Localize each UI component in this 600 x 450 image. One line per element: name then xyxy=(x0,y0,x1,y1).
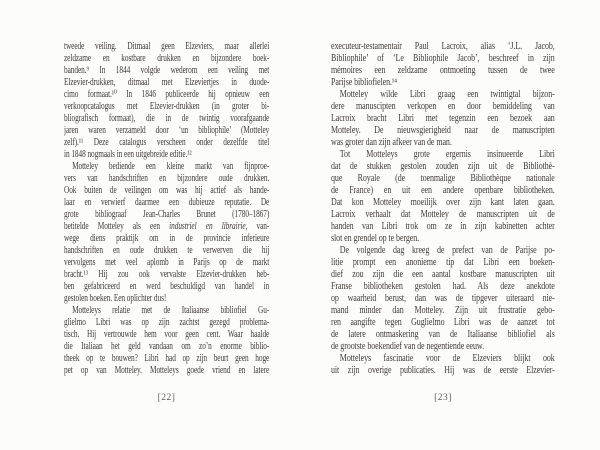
text-line: Lacroix bracht Libri met tegenzin een bezoek aan xyxy=(331,113,555,124)
text-line: bracht.¹³ Hij zou ook vervalste Elzevier-drukken heb- xyxy=(64,269,270,280)
text-line: was groter dan zijn afkeer van de man. xyxy=(331,137,452,148)
text-line: ben gefabriceerd en werd beschuldigd van handel in xyxy=(64,281,270,292)
text-line: tisch. Hij vertrouwde hem voor geen cent. Waar haalde xyxy=(64,329,270,340)
page-23 xyxy=(331,0,555,450)
paragraph xyxy=(64,305,269,377)
text-line: jaren waren verzameld door ‘un bibliophile’ (Motteley xyxy=(64,125,270,136)
text-line: cimo formaat.¹⁰ In 1846 publiceerde hij opnieuw een xyxy=(64,89,270,100)
text-line: Ook buiten de veilingen om was hij actief als hande- xyxy=(64,185,270,196)
text-line: Franse bibliotheken gestolen had. Als deze anekdote xyxy=(331,281,555,292)
paragraph xyxy=(64,41,269,161)
text-line: Motteley bediende een kleine markt van fijnproe- xyxy=(72,161,270,172)
text-column xyxy=(64,41,269,377)
text-line: Bibliophile’ of ‘Le Bibliophile Jacob’, beschreef in zijn xyxy=(331,53,555,64)
text-line: Dat kon Motteley moeilijk over zijn kant laten gaan. xyxy=(331,197,555,208)
paragraph xyxy=(331,41,555,89)
text-line: tweede veiling. Ditmaal geen Elzeviers, maar allerlei xyxy=(64,41,270,52)
text-line: handen van Libri trok om ze in zijn kabinetten achter xyxy=(331,221,555,232)
text-line: in 1848 nogmaals in een uitgebreide editie.¹² xyxy=(64,149,192,160)
text-line: bliografisch formaat), die in de twintig voorafgaande xyxy=(64,113,270,124)
text-line: mémoires een zeldzame ontmoeting tussen de twee xyxy=(331,65,555,76)
text-line: Lacroix verhaalt dat Motteley de manuscripten uit de xyxy=(331,209,555,220)
text-line: uit zijn overige publicaties. Hij was de eerste Elzevier- xyxy=(331,365,555,376)
text-line: slot en grendel op te bergen. xyxy=(331,233,420,244)
text-line: dat de stukken gestolen zouden zijn uit de Bibliothè- xyxy=(331,161,555,172)
text-line: executeur-testamentair Paul Lacroix, alias ‘J.L. Jacob, xyxy=(331,41,555,52)
text-column xyxy=(331,41,555,377)
page-22 xyxy=(64,0,269,450)
text-line: zeldzame en kostbare drukken en bijzondere boek- xyxy=(64,53,270,64)
paragraph xyxy=(331,245,555,353)
text-line: theek op te bouwen? Libri had op zijn beurt geen hoge xyxy=(64,353,270,364)
text-line: vers van handschriften en bijzondere oude drukken. xyxy=(64,173,270,184)
paragraph xyxy=(331,89,555,149)
text-line: vervolgens met veel aplomb in Parijs op de markt xyxy=(64,257,270,268)
text-line: Parijse bibliofielen.¹⁴ xyxy=(331,77,397,88)
text-line: die Italiaan het geld vandaan om zo’n enorme biblio- xyxy=(64,341,270,352)
paragraph xyxy=(331,353,555,377)
text-line: verkoopcatalogus met Elzevier-drukken (in groter bi- xyxy=(64,101,270,112)
text-line: que Royale (de toenmalige Bibliothèque nationale xyxy=(331,173,555,184)
folio-right: [23] xyxy=(434,393,452,403)
text-line: de France) en uit een andere openbare bibliotheken. xyxy=(331,185,555,196)
paragraph xyxy=(64,161,269,305)
text-line: de grootste boekendief van de negentiende eeuw. xyxy=(331,341,485,352)
text-line: ren aangifte tegen Guglielmo Libri was de aanzet tot xyxy=(331,317,555,328)
text-line: pet op van Motteley. Motteleys goede vriend en latere xyxy=(64,365,270,376)
text-line: gestolen boeken. Een oplichter dus! xyxy=(64,293,167,304)
text-line: Tot Motteleys grote ergernis insinueerde Libri xyxy=(339,149,555,160)
text-line: Motteleys fascinatie voor de Elzeviers blijkt ook xyxy=(339,353,555,364)
text-line: laar en verwierf daarmee een dubieuze reputatie. De xyxy=(64,197,270,208)
text-line: grote bibliograaf Jean-Charles Brunet (1780–1867) xyxy=(64,209,270,220)
text-line: handschriften en oude drukken te verwerven die hij xyxy=(64,245,270,256)
text-line: De volgende dag kreeg de prefect van de Parijse po- xyxy=(339,245,555,256)
paragraph xyxy=(331,149,555,245)
text-line: de latere ontmaskering van de Italiaanse bibliofiel als xyxy=(331,329,555,340)
text-line: zelf).¹¹ Deze catalogus verscheen onder dezelfde titel xyxy=(64,137,270,148)
text-line: op waarheid berust, dan was de tipgever uiteraard nie- xyxy=(331,293,555,304)
text-line: dere manuscipten verkopen en door bemiddeling van xyxy=(331,101,555,112)
text-line: Motteleys relatie met de Italiaanse bibliofiel Gu- xyxy=(72,305,270,316)
text-line: betitelde Motteley als een industriel en librairie, van- xyxy=(64,221,270,232)
text-line: Motteley wilde Libri graag een twintigtal bijzon- xyxy=(339,89,555,100)
text-line: mand minder dan Motteley. Zijn uit frustratie gebo- xyxy=(331,305,555,316)
text-line: banden.⁹ In 1844 volgde wederom een veiling met xyxy=(64,65,270,76)
text-line: Motteley. De nieuwsgierigheid naar de manuscripten xyxy=(331,125,555,136)
text-line: glielmo Libri was op zijn zachtst gezegd problema- xyxy=(64,317,270,328)
text-line: Elzevier-drukken, ditmaal met Elzeviertjes in duode- xyxy=(64,77,270,88)
text-line: wege diens praktijk om in de provincie inferieure xyxy=(64,233,270,244)
folio-left: [22] xyxy=(157,393,176,403)
text-line: dief zou zijn die een aantal kostbare manuscripten uit xyxy=(331,269,555,280)
text-line: litie prompt een anonieme tip dat Libri een boeken- xyxy=(331,257,555,268)
